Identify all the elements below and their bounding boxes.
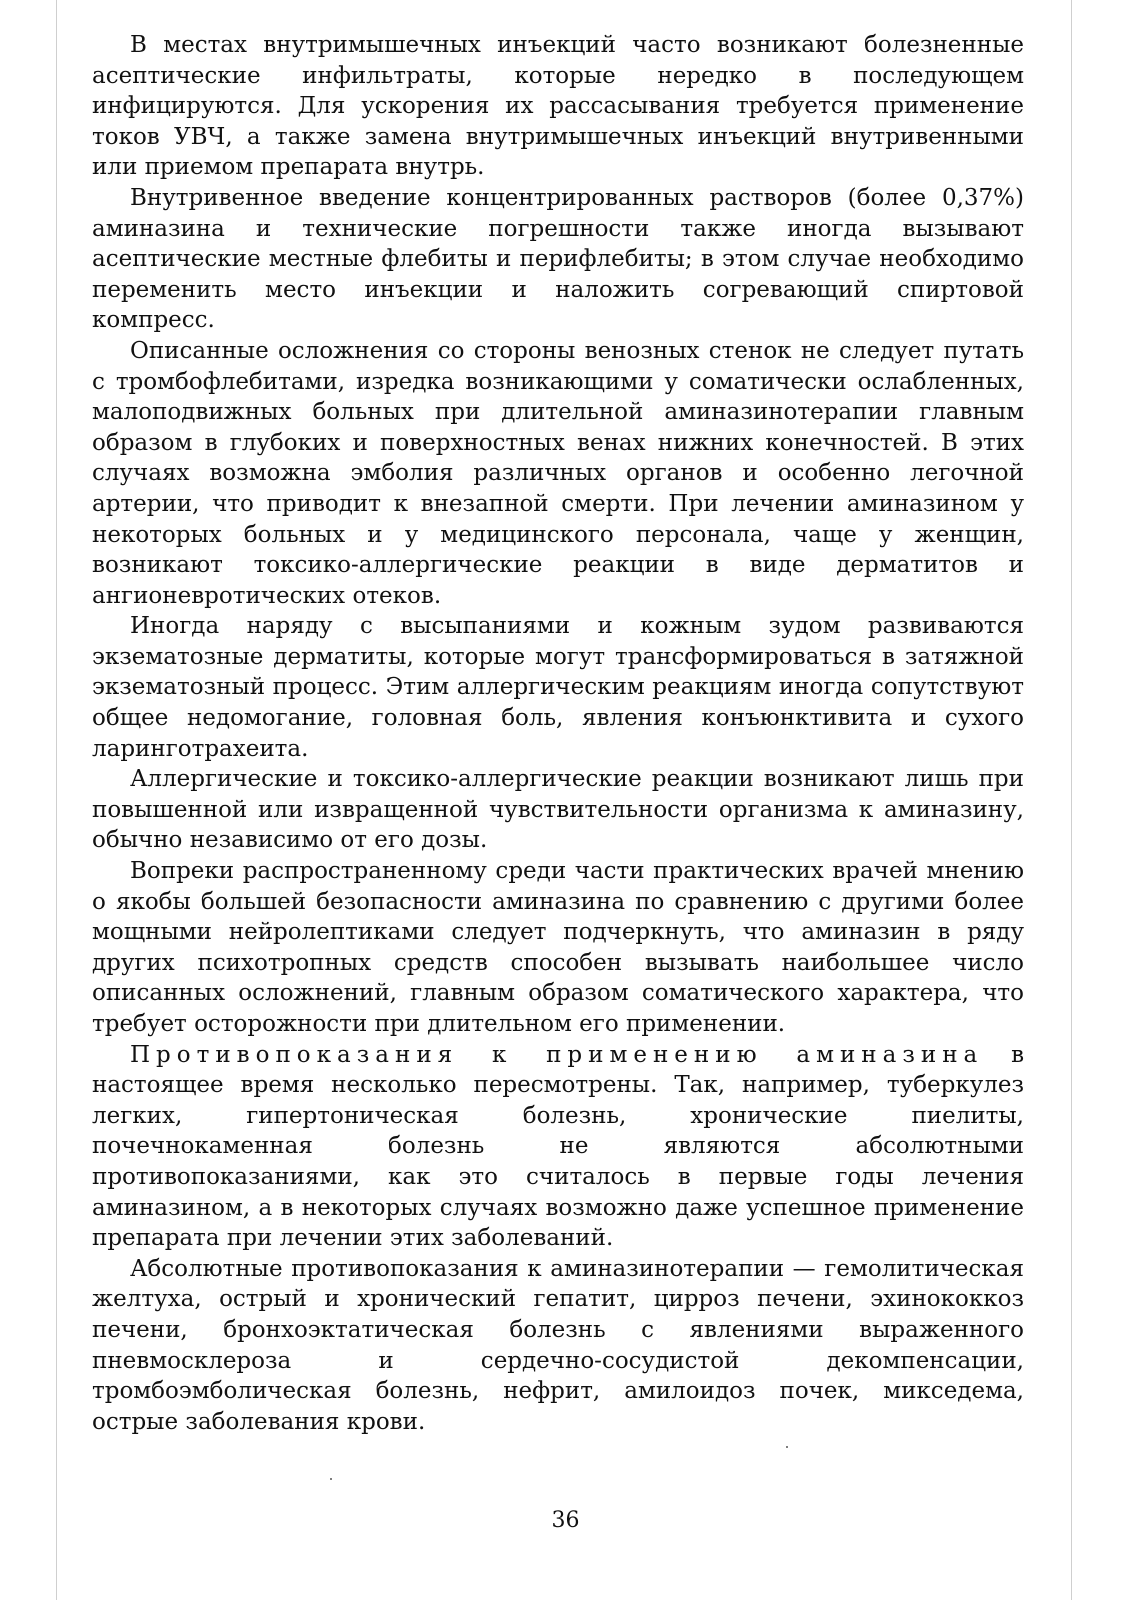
paragraph-injection-infiltrates: В местах внутримышечных инъекций часто возникают болезненные асептические инфильтраты, которые нередко в последующем инфицируются. Для ускорения их рассасывания требуется применение токов УВЧ, а также замена внутримышечных инъекций внутривенными или приемом препарата внутрь. [92, 32, 1024, 181]
paragraph-dermatitis: Иногда наряду с высыпаниями и кожным зудом развиваются экзематозные дерматиты, которые могут трансформироваться в затяжной экзематозный процесс. Этим аллергическим реакциям иногда сопутствуют общее недомогание, головная боль, явления конъюнктивита и сухого ларинготрахеита. [92, 613, 1024, 762]
contraindications-text: в настоящее время несколько пересмотрены. Так, например, туберкулез легких, гипертоническая болезнь, хронические пиелиты, почечнокаменная болезнь не являются абсолютными противопоказаниями, как это считалось в первые годы лечения аминазином, а в некоторых случаях возможно даже успешное применение препарата при лечении этих заболеваний. [92, 1041, 1025, 1252]
paragraph-phlebitis: Внутривенное введение концентрированных растворов (более 0,37%) аминазина и технические погрешности также иногда вызывают асептические местные флебиты и перифлебиты; в этом случае необходимо переменить место инъекции и наложить согревающий спиртовой компресс. [92, 184, 1024, 334]
paragraph-thrombophlebitis: Описанные осложнения со стороны венозных стенок не следует путать с тромбофлебитами, изредка возникающими у соматически ослабленных, малоподвижных больных при длительной аминазинотерапии главным образом в глубоких и поверхностных венах нижних конечностей. В этих случаях возможна эмболия различных органов и особенно легочной артерии, что приводит к внезапной смерти. При лечении аминазином у некоторых больных и у медицинского персонала, чаще у женщин, возникают токсико-аллергические реакции в виде дерматитов и ангионевротических отеков. [92, 337, 1024, 609]
paragraph-safety: Вопреки распространенному среди части практических врачей мнению о якобы большей безопасности аминазина по сравнению с другими более мощными нейролептиками следует подчеркнуть, что аминазин в ряду других психотропных средств способен вызывать наибольшее число описанных осложнений, главным образом соматического характера, что требует осторожности при длительном его применении. [92, 858, 1024, 1037]
contraindications-heading: Противопоказания к применению аминазина [130, 1041, 984, 1068]
scan-speck [786, 1446, 788, 1448]
body-text [92, 30, 1024, 1437]
paragraph-allergic-reactions: Аллергические и токсико-аллергические реакции возникают лишь при повышенной или извращенной чувствительности организма к аминазину, обычно независимо от его дозы. [92, 766, 1024, 854]
paragraph-contraindications [92, 1040, 1024, 1254]
scan-speck [330, 1478, 332, 1480]
page-number: 36 [551, 1508, 580, 1533]
paragraph-absolute-contraindications: Абсолютные противопоказания к аминазинотерапии — гемолитическая желтуха, острый и хронический гепатит, цирроз печени, эхинококкоз печени, бронхоэктатическая болезнь с явлениями выраженного пневмосклероза и сердечно-сосудистой декомпенсации, тромбоэмболическая болезнь, нефрит, амилоидоз почек, микседема, острые заболевания крови. [92, 1255, 1024, 1435]
